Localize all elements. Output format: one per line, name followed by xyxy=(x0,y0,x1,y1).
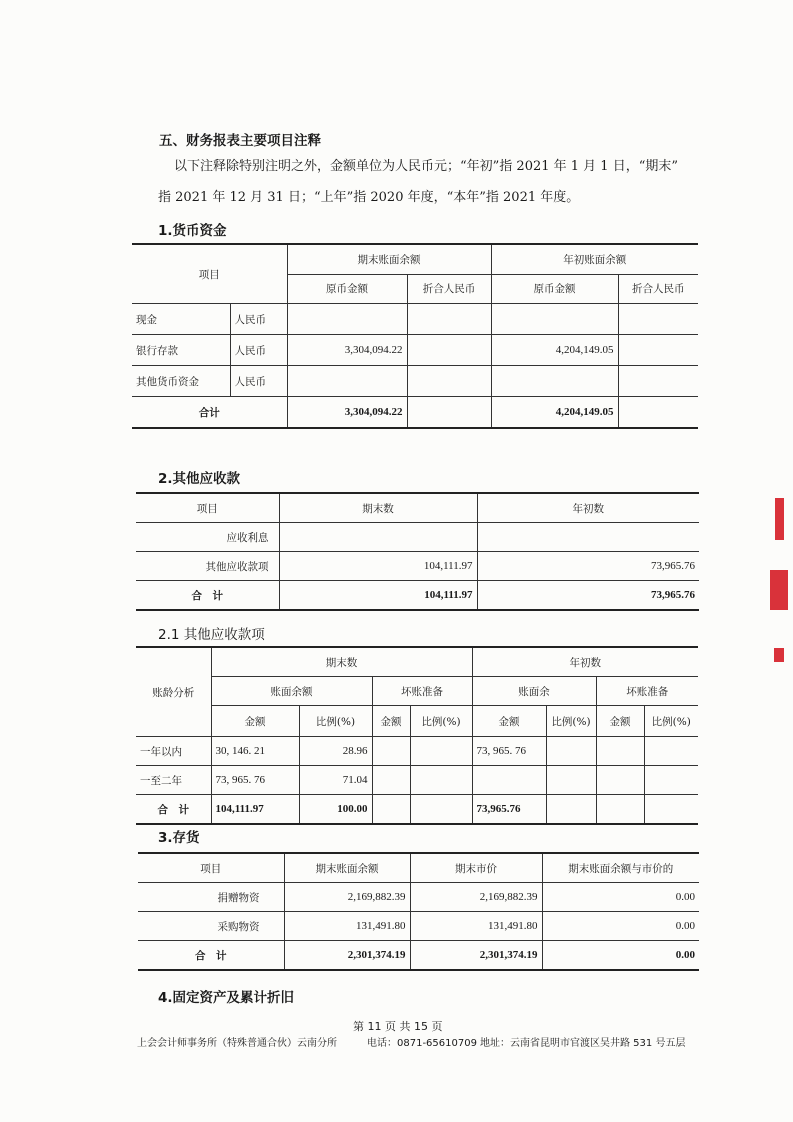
cash-table xyxy=(132,243,698,429)
section-heading: 五、财务报表主要项目注释 xyxy=(159,133,321,149)
value-cell: 131,491.80 xyxy=(410,912,542,941)
header-cell: 金额 xyxy=(472,706,546,737)
row-label: 应收利息 xyxy=(136,523,279,552)
total-value: 4,204,149.05 xyxy=(491,397,618,429)
header-cell: 期末账面余额与市价的 xyxy=(542,853,699,883)
phone: 电话：0871-65610709 xyxy=(367,1038,477,1049)
header-cell: 年初数 xyxy=(472,647,698,677)
header-cell: 期末账面余额 xyxy=(284,853,410,883)
cash-begin-header: 年初账面余额 xyxy=(491,244,698,274)
value-cell: 0.00 xyxy=(542,912,699,941)
header-cell: 项目 xyxy=(136,493,279,523)
total-value: 73,965.76 xyxy=(477,581,699,611)
header-cell: 金额 xyxy=(372,706,410,737)
table-row xyxy=(136,552,699,581)
total-row xyxy=(136,581,699,611)
fixed-assets-title: 4.固定资产及累计折旧 xyxy=(158,990,295,1006)
value-cell: 30, 146. 21 xyxy=(211,737,299,766)
value-cell: 71.04 xyxy=(299,766,372,795)
value-cell: 3,304,094.22 xyxy=(287,335,407,366)
header-cell: 年初数 xyxy=(477,493,699,523)
row-label: 其他应收款项 xyxy=(136,552,279,581)
header-cell: 账面余额 xyxy=(211,677,372,706)
header-cell: 坏账准备 xyxy=(596,677,698,706)
cash-end-rmb-header: 折合人民币 xyxy=(407,274,491,304)
value-cell: 73, 965. 76 xyxy=(211,766,299,795)
total-value: 104,111.97 xyxy=(279,581,477,611)
table-row xyxy=(132,366,698,397)
inventory-table xyxy=(138,852,699,971)
aging-table xyxy=(136,646,698,825)
total-value: 2,301,374.19 xyxy=(410,941,542,971)
value-cell: 28.96 xyxy=(299,737,372,766)
currency-cell: 人民币 xyxy=(230,304,287,335)
cash-begin-rmb-header: 折合人民币 xyxy=(618,274,698,304)
header-cell: 比例(%) xyxy=(546,706,596,737)
page-number: 第 11 页 共 15 页 xyxy=(353,1020,443,1033)
value-cell xyxy=(491,304,618,335)
total-label: 合计 xyxy=(132,397,287,429)
other-recv-table xyxy=(136,492,699,611)
total-row xyxy=(136,795,698,825)
intro-line-2: 指 2021 年 12 月 31 日；“上年”指 2020 年度，“本年”指 2021 年度。 xyxy=(158,190,580,205)
value-cell: 73, 965. 76 xyxy=(472,737,546,766)
currency-cell: 人民币 xyxy=(230,366,287,397)
header-cell: 期末数 xyxy=(279,493,477,523)
aging-title: 2.1 其他应收款项 xyxy=(158,627,265,643)
value-cell xyxy=(407,335,491,366)
header-cell: 比例(%) xyxy=(410,706,472,737)
row-label: 一年以内 xyxy=(136,737,211,766)
header-cell: 期末市价 xyxy=(410,853,542,883)
total-value: 3,304,094.22 xyxy=(287,397,407,429)
table-row xyxy=(136,766,698,795)
value-cell: 73,965.76 xyxy=(477,552,699,581)
value-cell: 0.00 xyxy=(542,883,699,912)
table-row xyxy=(136,737,698,766)
inventory-title: 3.存货 xyxy=(158,830,200,846)
row-label: 银行存款 xyxy=(132,335,230,366)
value-cell: 131,491.80 xyxy=(284,912,410,941)
header-cell: 坏账准备 xyxy=(372,677,472,706)
value-cell: 2,169,882.39 xyxy=(284,883,410,912)
total-label: 合 计 xyxy=(138,941,284,971)
row-label: 一至二年 xyxy=(136,766,211,795)
cash-end-orig-header: 原币金额 xyxy=(287,274,407,304)
header-cell: 金额 xyxy=(596,706,644,737)
value-cell xyxy=(618,335,698,366)
address: 地址：云南省昆明市官渡区吴井路 531 号五层 xyxy=(480,1038,686,1049)
total-value: 2,301,374.19 xyxy=(284,941,410,971)
header-cell: 期末数 xyxy=(211,647,472,677)
total-label: 合 计 xyxy=(136,581,279,611)
total-row xyxy=(132,397,698,429)
table-row xyxy=(138,912,699,941)
aging-row-header: 账龄分析 xyxy=(136,647,211,737)
intro-line-1: 以下注释除特别注明之外，金额单位为人民币元；“年初”指 2021 年 1 月 1 日，“期末” xyxy=(174,159,679,174)
total-value: 100.00 xyxy=(299,795,372,825)
row-label: 其他货币资金 xyxy=(132,366,230,397)
table-row xyxy=(136,523,699,552)
table-row xyxy=(132,335,698,366)
cash-end-header: 期末账面余额 xyxy=(287,244,491,274)
cash-item-header: 项目 xyxy=(132,244,287,304)
value-cell xyxy=(618,304,698,335)
cash-begin-orig-header: 原币金额 xyxy=(491,274,618,304)
header-cell: 账面余 xyxy=(472,677,596,706)
value-cell xyxy=(279,523,477,552)
other-recv-title: 2.其他应收款 xyxy=(158,471,241,487)
header-cell: 项目 xyxy=(138,853,284,883)
header-cell: 比例(%) xyxy=(299,706,372,737)
value-cell xyxy=(477,523,699,552)
table-row xyxy=(138,883,699,912)
total-label: 合 计 xyxy=(136,795,211,825)
value-cell xyxy=(287,366,407,397)
firm-name: 上会会计师事务所（特殊普通合伙）云南分所 xyxy=(137,1038,337,1049)
table-row xyxy=(132,304,698,335)
value-cell: 4,204,149.05 xyxy=(491,335,618,366)
value-cell xyxy=(472,766,546,795)
cash-title: 1.货币资金 xyxy=(158,223,227,239)
value-cell: 104,111.97 xyxy=(279,552,477,581)
header-cell: 金额 xyxy=(211,706,299,737)
total-value: 73,965.76 xyxy=(472,795,546,825)
value-cell xyxy=(407,304,491,335)
value-cell xyxy=(491,366,618,397)
row-label: 现金 xyxy=(132,304,230,335)
value-cell xyxy=(407,366,491,397)
row-label: 采购物资 xyxy=(138,912,284,941)
value-cell: 2,169,882.39 xyxy=(410,883,542,912)
total-value: 104,111.97 xyxy=(211,795,299,825)
header-cell: 比例(%) xyxy=(644,706,698,737)
total-row xyxy=(138,941,699,971)
row-label: 捐赠物资 xyxy=(138,883,284,912)
value-cell xyxy=(287,304,407,335)
value-cell xyxy=(618,366,698,397)
currency-cell: 人民币 xyxy=(230,335,287,366)
total-value: 0.00 xyxy=(542,941,699,971)
